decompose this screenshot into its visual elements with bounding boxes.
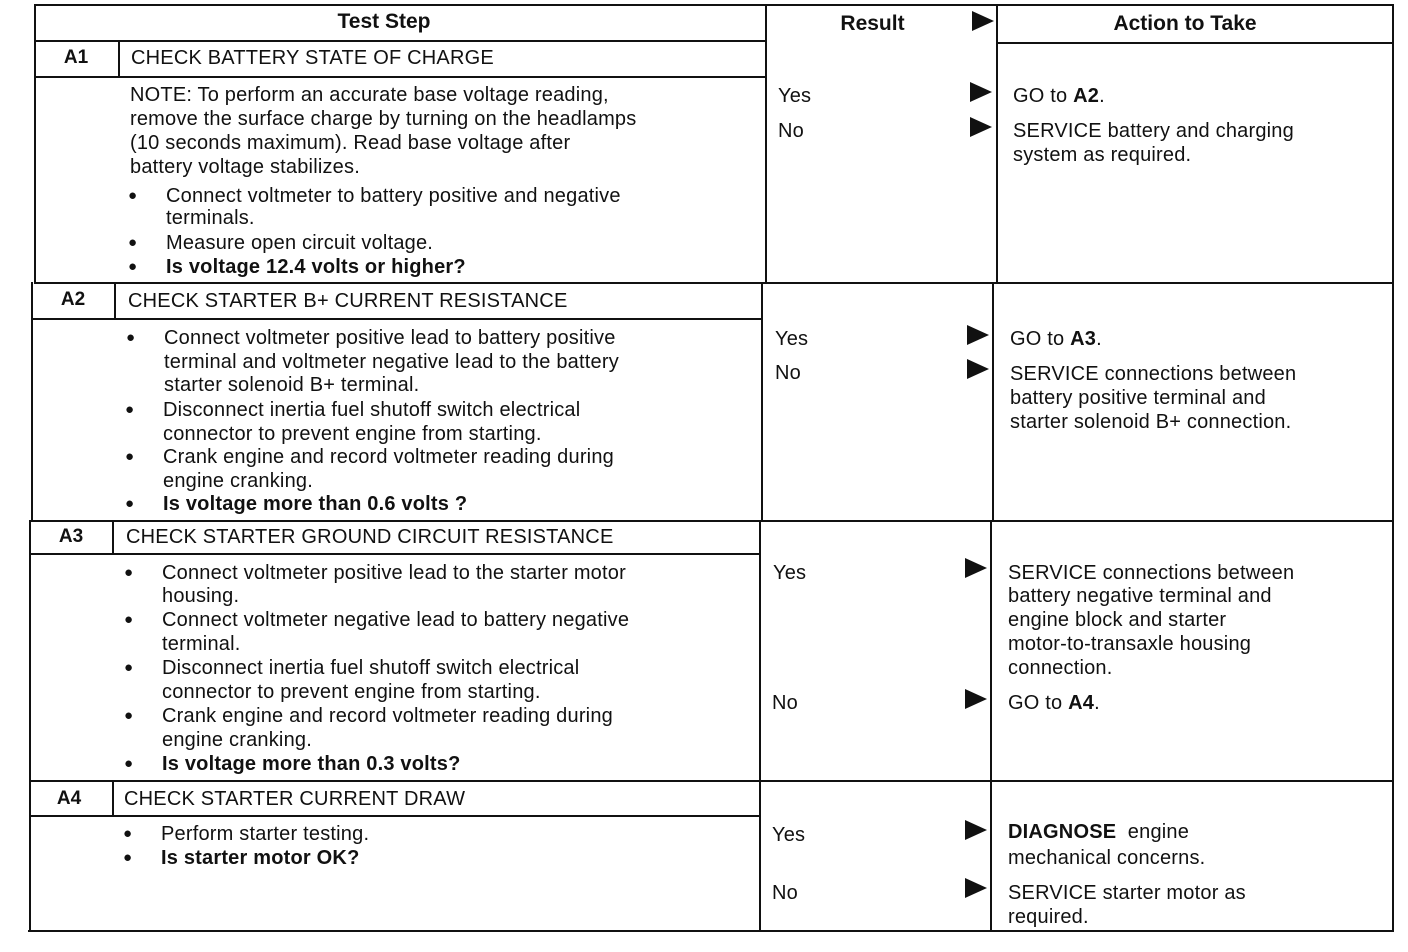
action-goto: GO to A2. (1013, 85, 1105, 107)
arrow-icon (965, 878, 987, 898)
bullet-question: ● Is starter motor OK? (161, 846, 359, 870)
bullet-item: ● Measure open circuit voltage. (166, 231, 433, 255)
bullet-item: ● Connect voltmeter negative lead to battery negative (162, 608, 629, 632)
result-yes: Yes (775, 328, 809, 350)
arrow-icon (972, 11, 994, 31)
bullet-item: ● Perform starter testing. (161, 822, 369, 846)
action-line: motor-to-transaxle housing (1008, 633, 1252, 655)
result-yes: Yes (773, 562, 807, 584)
bullet-continuation: terminal. (162, 633, 241, 655)
arrow-icon (965, 820, 987, 840)
result-no: No (778, 120, 804, 142)
grid-id-sep (114, 282, 116, 319)
result-no: No (775, 362, 801, 384)
grid-col-result (765, 4, 767, 282)
step-id: A1 (63, 47, 89, 68)
bullet-continuation: housing. (162, 585, 240, 607)
bullet-continuation: engine cranking. (163, 470, 313, 492)
grid-row-sep (34, 282, 1394, 284)
grid-right (1392, 4, 1394, 932)
action-line: SERVICE connections between (1008, 562, 1295, 584)
grid-id-sep (112, 780, 114, 816)
grid-row-sep (29, 780, 1394, 782)
action-line: SERVICE connections between (1010, 363, 1297, 385)
bullet-continuation: terminal and voltmeter negative lead to the battery (164, 351, 619, 373)
result-yes: Yes (772, 824, 806, 846)
bullet-item: ● Crank engine and record voltmeter reading during (163, 445, 614, 469)
bullet-item: ● Connect voltmeter positive lead to the starter motor (162, 561, 626, 585)
grid-top (34, 4, 1394, 6)
grid-col-action (990, 520, 992, 932)
grid-left (29, 520, 31, 932)
bullet-continuation: connector to prevent engine from starting. (163, 423, 542, 445)
action-diagnose: DIAGNOSE engine (1008, 821, 1190, 843)
arrow-icon (970, 82, 992, 102)
grid-title-underline (29, 815, 759, 817)
arrow-icon (970, 117, 992, 137)
action-line: required. (1008, 906, 1089, 928)
step-title: CHECK STARTER B+ CURRENT RESISTANCE (128, 290, 568, 312)
action-line: system as required. (1013, 144, 1192, 166)
grid-title-underline (31, 318, 761, 320)
grid-title-underline (34, 76, 765, 78)
step-title: CHECK STARTER GROUND CIRCUIT RESISTANCE (126, 526, 614, 548)
action-goto: GO to A4. (1008, 692, 1100, 714)
header-result: Result (840, 12, 905, 35)
action-goto: GO to A3. (1010, 328, 1102, 350)
action-line: battery positive terminal and (1010, 387, 1266, 409)
arrow-icon (967, 325, 989, 345)
step-title: CHECK STARTER CURRENT DRAW (124, 788, 466, 810)
grid-title-underline (29, 553, 759, 555)
header-test-step: Test Step (337, 10, 431, 33)
bullet-question: ● Is voltage 12.4 volts or higher? (166, 255, 466, 279)
step-id: A2 (60, 289, 86, 310)
bullet-question: ● Is voltage more than 0.6 volts ? (163, 492, 467, 516)
step-id: A3 (58, 526, 84, 547)
step-id: A4 (56, 788, 82, 809)
grid-id-sep (112, 520, 114, 554)
grid-id-sep (118, 40, 120, 77)
header-action: Action to Take (1113, 12, 1257, 35)
bullet-item: ● Connect voltmeter positive lead to battery positive (164, 326, 616, 350)
action-line: SERVICE starter motor as (1008, 882, 1246, 904)
action-line: connection. (1008, 657, 1113, 679)
note-line: (10 seconds maximum). Read base voltage after (130, 132, 571, 154)
bullet-continuation: connector to prevent engine from starting. (162, 681, 541, 703)
bullet-continuation: starter solenoid B+ terminal. (164, 374, 420, 396)
grid-header-bottom (34, 40, 766, 42)
step-title: CHECK BATTERY STATE OF CHARGE (131, 47, 494, 69)
grid-left (34, 4, 36, 282)
grid-col-result (759, 520, 761, 932)
grid-col-result (761, 282, 763, 520)
note-line: battery voltage stabilizes. (130, 156, 360, 178)
grid-bottom (28, 930, 1394, 932)
result-yes: Yes (778, 85, 812, 107)
grid-col-action (996, 4, 998, 282)
grid-header-bottom (996, 42, 1394, 44)
note-line: NOTE: To perform an accurate base voltage reading, (130, 84, 609, 106)
action-line: starter solenoid B+ connection. (1010, 411, 1292, 433)
action-line: SERVICE battery and charging (1013, 120, 1294, 142)
result-no: No (772, 882, 798, 904)
arrow-icon (965, 558, 987, 578)
action-line: mechanical concerns. (1008, 847, 1206, 869)
arrow-icon (967, 359, 989, 379)
note-line: remove the surface charge by turning on the headlamps (130, 108, 637, 130)
bullet-item: ● Disconnect inertia fuel shutoff switch electrical (162, 656, 579, 680)
action-line: battery negative terminal and (1008, 585, 1272, 607)
result-no: No (772, 692, 798, 714)
bullet-question: ● Is voltage more than 0.3 volts? (162, 752, 461, 776)
bullet-continuation: engine cranking. (162, 729, 312, 751)
bullet-item: ● Connect voltmeter to battery positive and negative (166, 184, 621, 208)
action-line: engine block and starter (1008, 609, 1227, 631)
grid-row-sep (31, 520, 1394, 522)
bullet-continuation: terminals. (166, 207, 255, 229)
bullet-item: ● Disconnect inertia fuel shutoff switch electrical (163, 398, 580, 422)
bullet-item: ● Crank engine and record voltmeter reading during (162, 704, 613, 728)
arrow-icon (965, 689, 987, 709)
grid-col-action (992, 282, 994, 520)
